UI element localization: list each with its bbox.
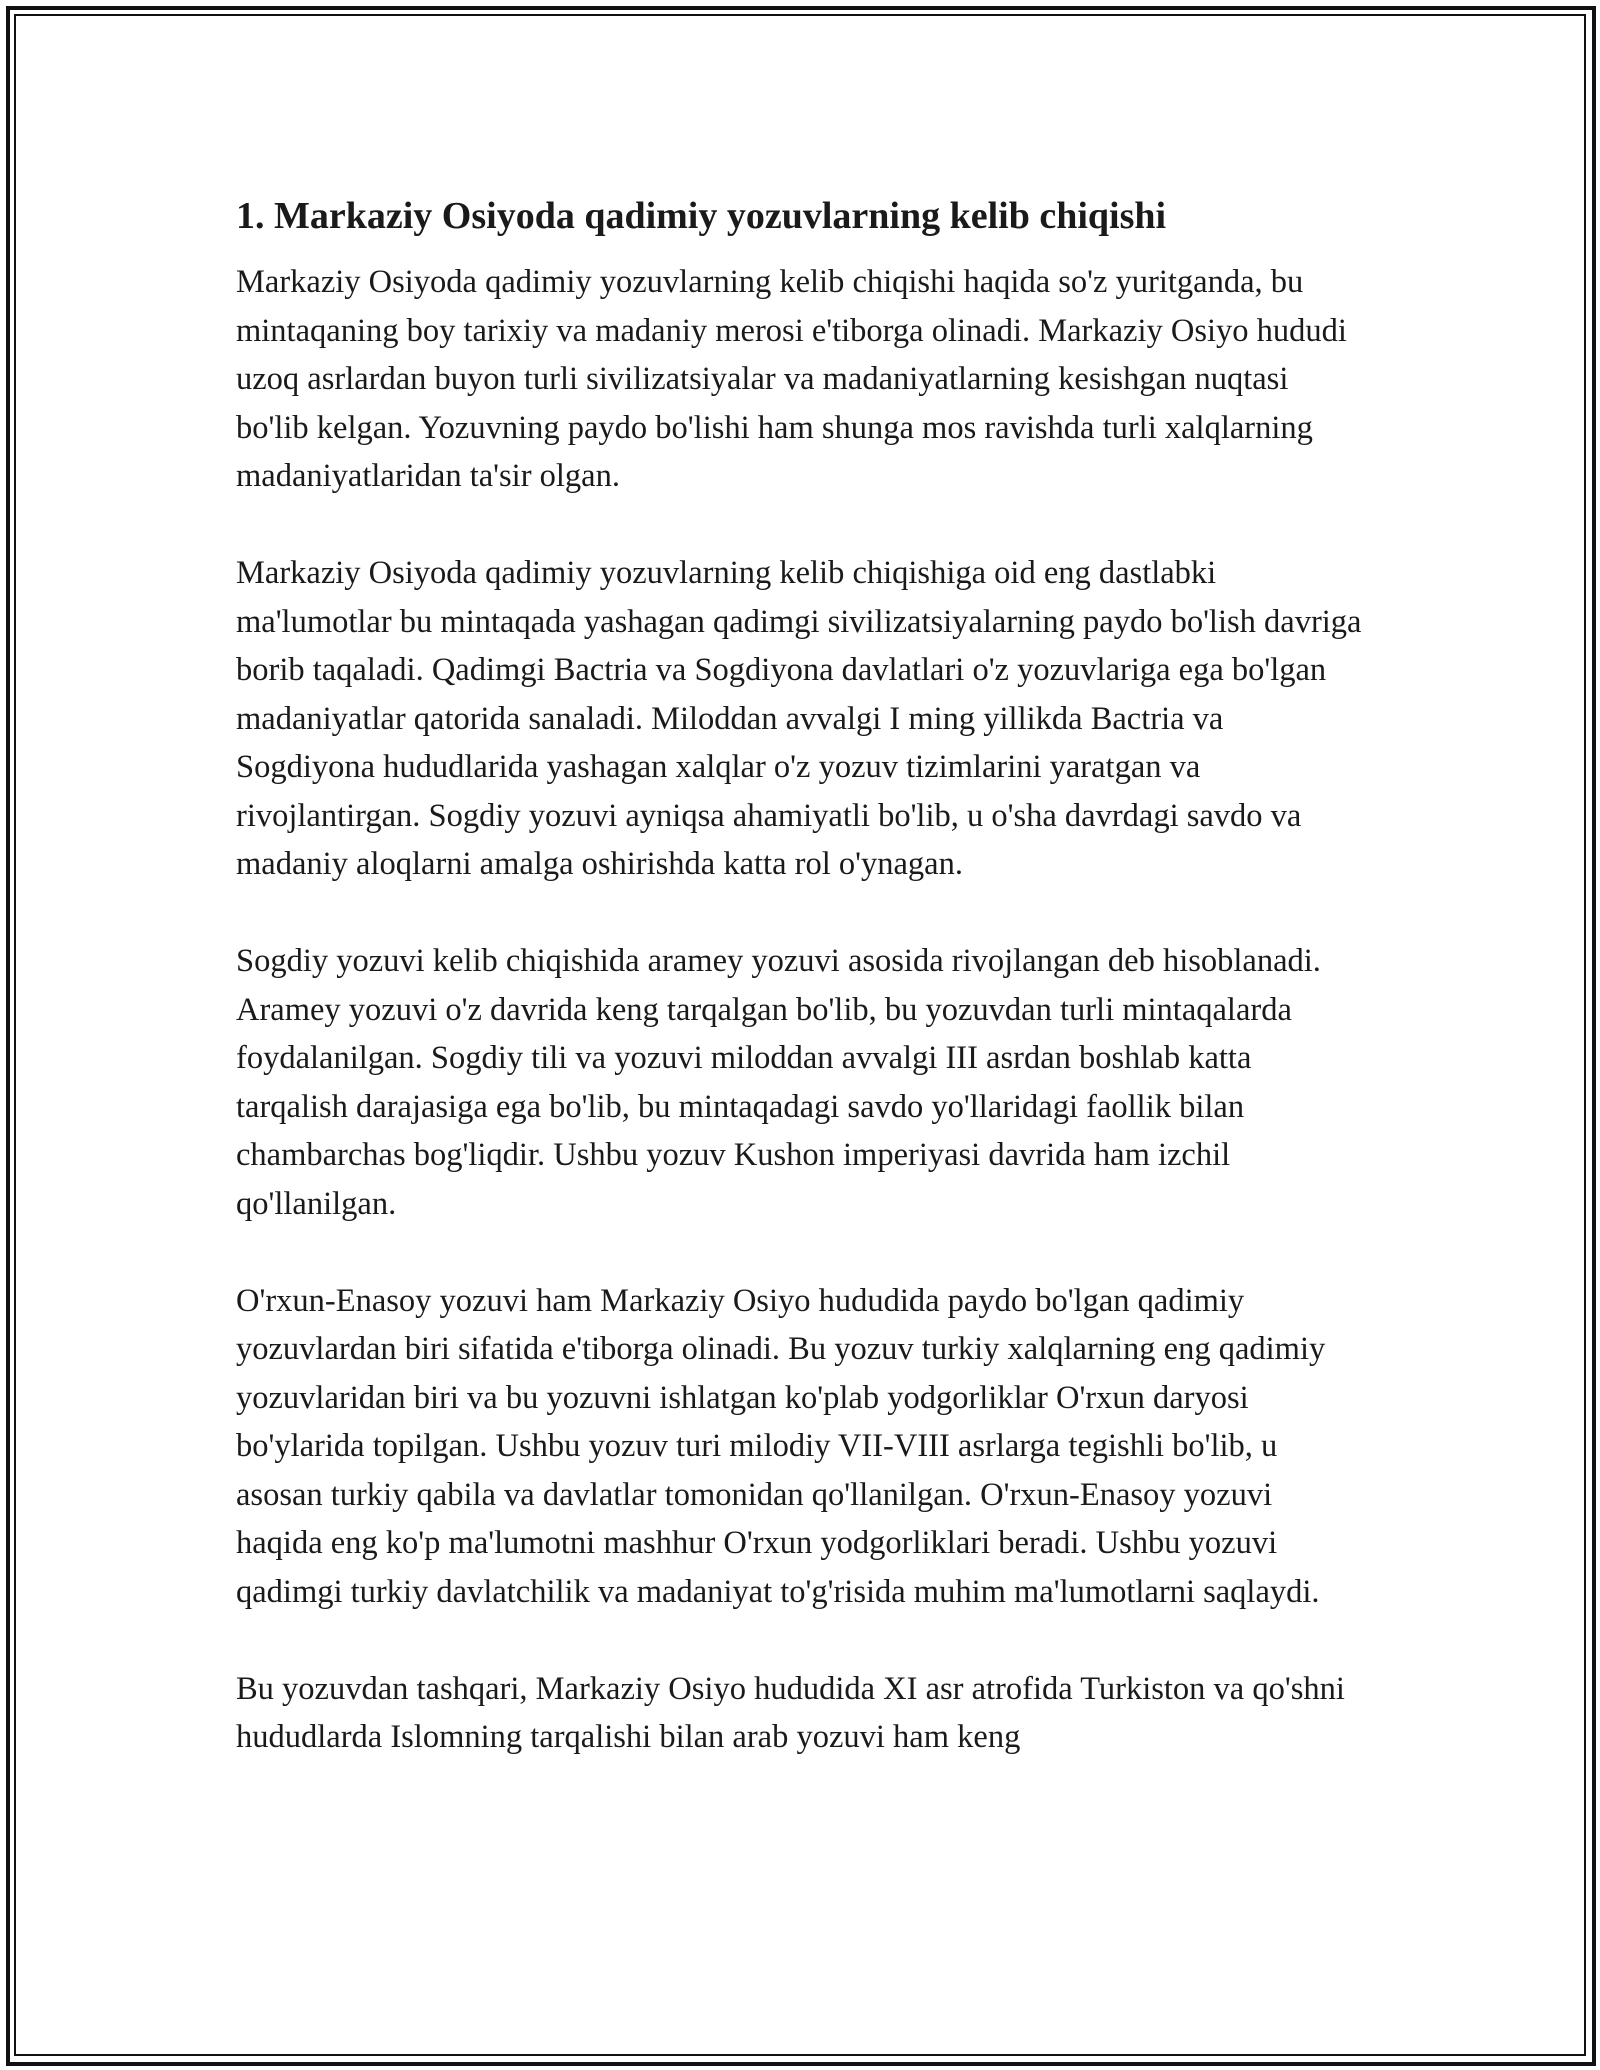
paragraph: Markaziy Osiyoda qadimiy yozuvlarning kelib chiqishi haqida so'z yuritganda, bu mintaqaning boy tarixiy va madaniy merosi e'tiborga olinadi. Markaziy Osiyo hududi uzoq asrlardan buyon turli sivilizatsiyalar va madaniyatlarning kesishgan nuqtasi bo'lib kelgan. Yozuvning paydo bo'lishi ham shunga mos ravishda turli xalqlarning madaniyatlaridan ta'sir olgan. xyxy=(236,264,1347,494)
paragraph: O'rxun-Enasoy yozuvi ham Markaziy Osiyo hududida paydo bo'lgan qadimiy yozuvlardan biri sifatida e'tiborga olinadi. Bu yozuv turkiy xalqlarning eng qadimiy yozuvlaridan biri va bu yozuvni ishlatgan ko'plab yodgorliklar O'rxun daryosi bo'ylarida topilgan. Ushbu yozuv turi milodiy VII-VIII asrlarga tegishli bo'lib, u asosan turkiy qabila va davlatlar tomonidan qo'llanilgan. O'rxun-Enasoy yozuvi haqida eng ko'p ma'lumotni mashhur O'rxun yodgorliklari beradi. Ushbu yozuvi qadimgi turkiy davlatchilik va madaniyat to'g'risida muhim ma'lumotlarni saqlaydi. xyxy=(236,1282,1326,1610)
paragraph: Bu yozuvdan tashqari, Markaziy Osiyo hududida XI asr atrofida Turkiston va qo'shni hududlarda Islomning tarqalishi bilan arab yozuvi ham keng xyxy=(236,1670,1345,1755)
document-body xyxy=(236,188,1366,1810)
paragraph: Markaziy Osiyoda qadimiy yozuvlarning kelib chiqishiga oid eng dastlabki ma'lumotlar bu mintaqada yashagan qadimgi sivilizatsiyalarning paydo bo'lish davriga borib taqaladi. Qadimgi Bactria va Sogdiyona davlatlari o'z yozuvlariga ega bo'lgan madaniyatlar qatorida sanaladi. Miloddan avvalgi I ming yillikda Bactria va Sogdiyona hududlarida yashagan xalqlar o'z yozuv tizimlarini yaratgan va rivojlantirgan. Sogdiy yozuvi ayniqsa ahamiyatli bo'lib, u o'sha davrdagi savdo va madaniy aloqlarni amalga oshirishda katta rol o'ynagan. xyxy=(236,555,1362,882)
paragraph: Sogdiy yozuvi kelib chiqishida aramey yozuvi asosida rivojlangan deb hisoblanadi. Aramey yozuvi o'z davrida keng tarqalgan bo'lib, bu yozuvdan turli mintaqalarda foydalanilgan. Sogdiy tili va yozuvi miloddan avvalgi III asrdan boshlab katta tarqalish darajasiga ega bo'lib, bu mintaqadagi savdo yo'llaridagi faollik bilan chambarchas bog'liqdir. Ushbu yozuv Kushon imperiyasi davrida ham izchil qo'llanilgan. xyxy=(236,943,1321,1222)
document-title: 1. Markaziy Osiyoda qadimiy yozuvlarning kelib chiqishi xyxy=(236,195,1167,237)
